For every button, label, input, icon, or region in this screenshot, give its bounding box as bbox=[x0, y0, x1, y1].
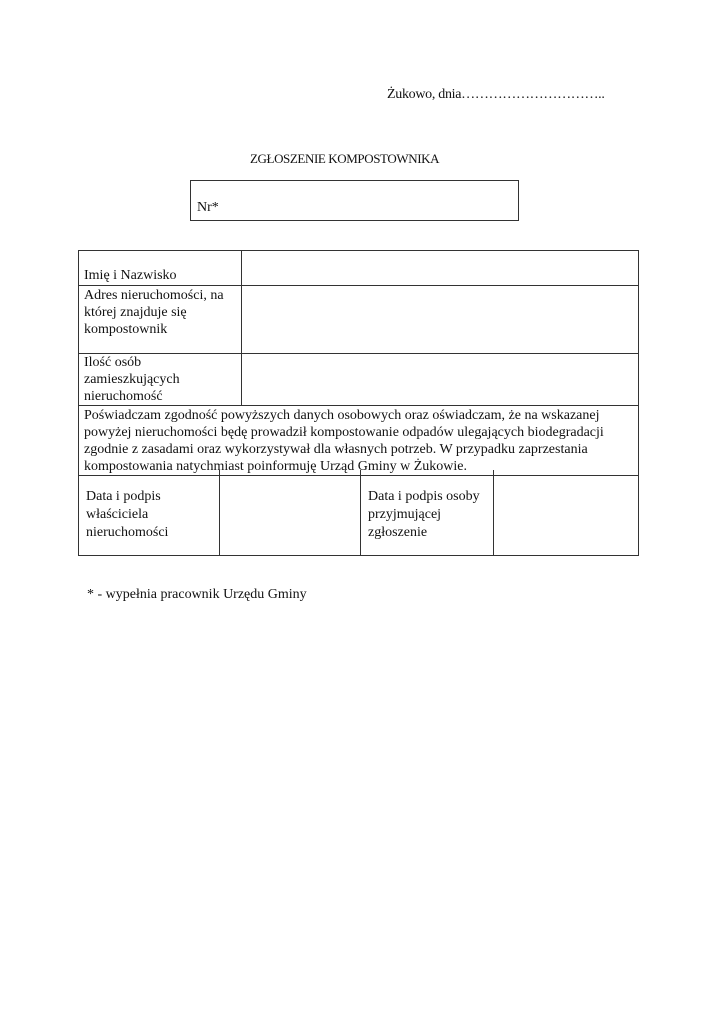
name-field[interactable] bbox=[242, 251, 639, 286]
receiver-signature-field[interactable] bbox=[494, 470, 639, 556]
document-title: ZGŁOSZENIE KOMPOSTOWNIKA bbox=[250, 151, 440, 166]
applicant-data-table bbox=[78, 250, 639, 476]
address-label: Adres nieruchomości, na której znajduje się kompostownik bbox=[79, 286, 242, 354]
declaration-statement: Poświadczam zgodność powyższych danych osobowych oraz oświadczam, że na wskazanej powyżej nieruchomości będę prowadził kompostowanie odpadów ulegających biodegradacji zgodnie z zasadami oraz wykorzystywał dla własnych potrzeb. W przypadku zaprzestania kompostowania natychmiast poinformuję Urząd Gminy w Żukowie. bbox=[79, 406, 639, 476]
owner-signature-label: Data i podpis właściciela nieruchomości bbox=[79, 470, 220, 556]
table-row-residents bbox=[79, 354, 639, 406]
footnote: * - wypełnia pracownik Urzędu Gminy bbox=[87, 587, 307, 602]
residents-count-label: Ilość osób zamieszkujących nieruchomość bbox=[79, 354, 242, 406]
table-row-name bbox=[79, 251, 639, 286]
signature-row bbox=[79, 470, 639, 556]
name-label: Imię i Nazwisko bbox=[79, 251, 242, 286]
residents-count-field[interactable] bbox=[242, 354, 639, 406]
address-field[interactable] bbox=[242, 286, 639, 354]
table-row-address bbox=[79, 286, 639, 354]
place-date-line: Żukowo, dnia………………………….. bbox=[387, 87, 605, 102]
table-row-statement bbox=[79, 406, 639, 476]
registration-number-box[interactable] bbox=[190, 180, 519, 221]
registration-number-label: Nr* bbox=[197, 200, 219, 215]
owner-signature-field[interactable] bbox=[220, 470, 361, 556]
receiver-signature-label: Data i podpis osoby przyjmującej zgłoszenie bbox=[361, 470, 494, 556]
signatures-table bbox=[78, 470, 639, 556]
